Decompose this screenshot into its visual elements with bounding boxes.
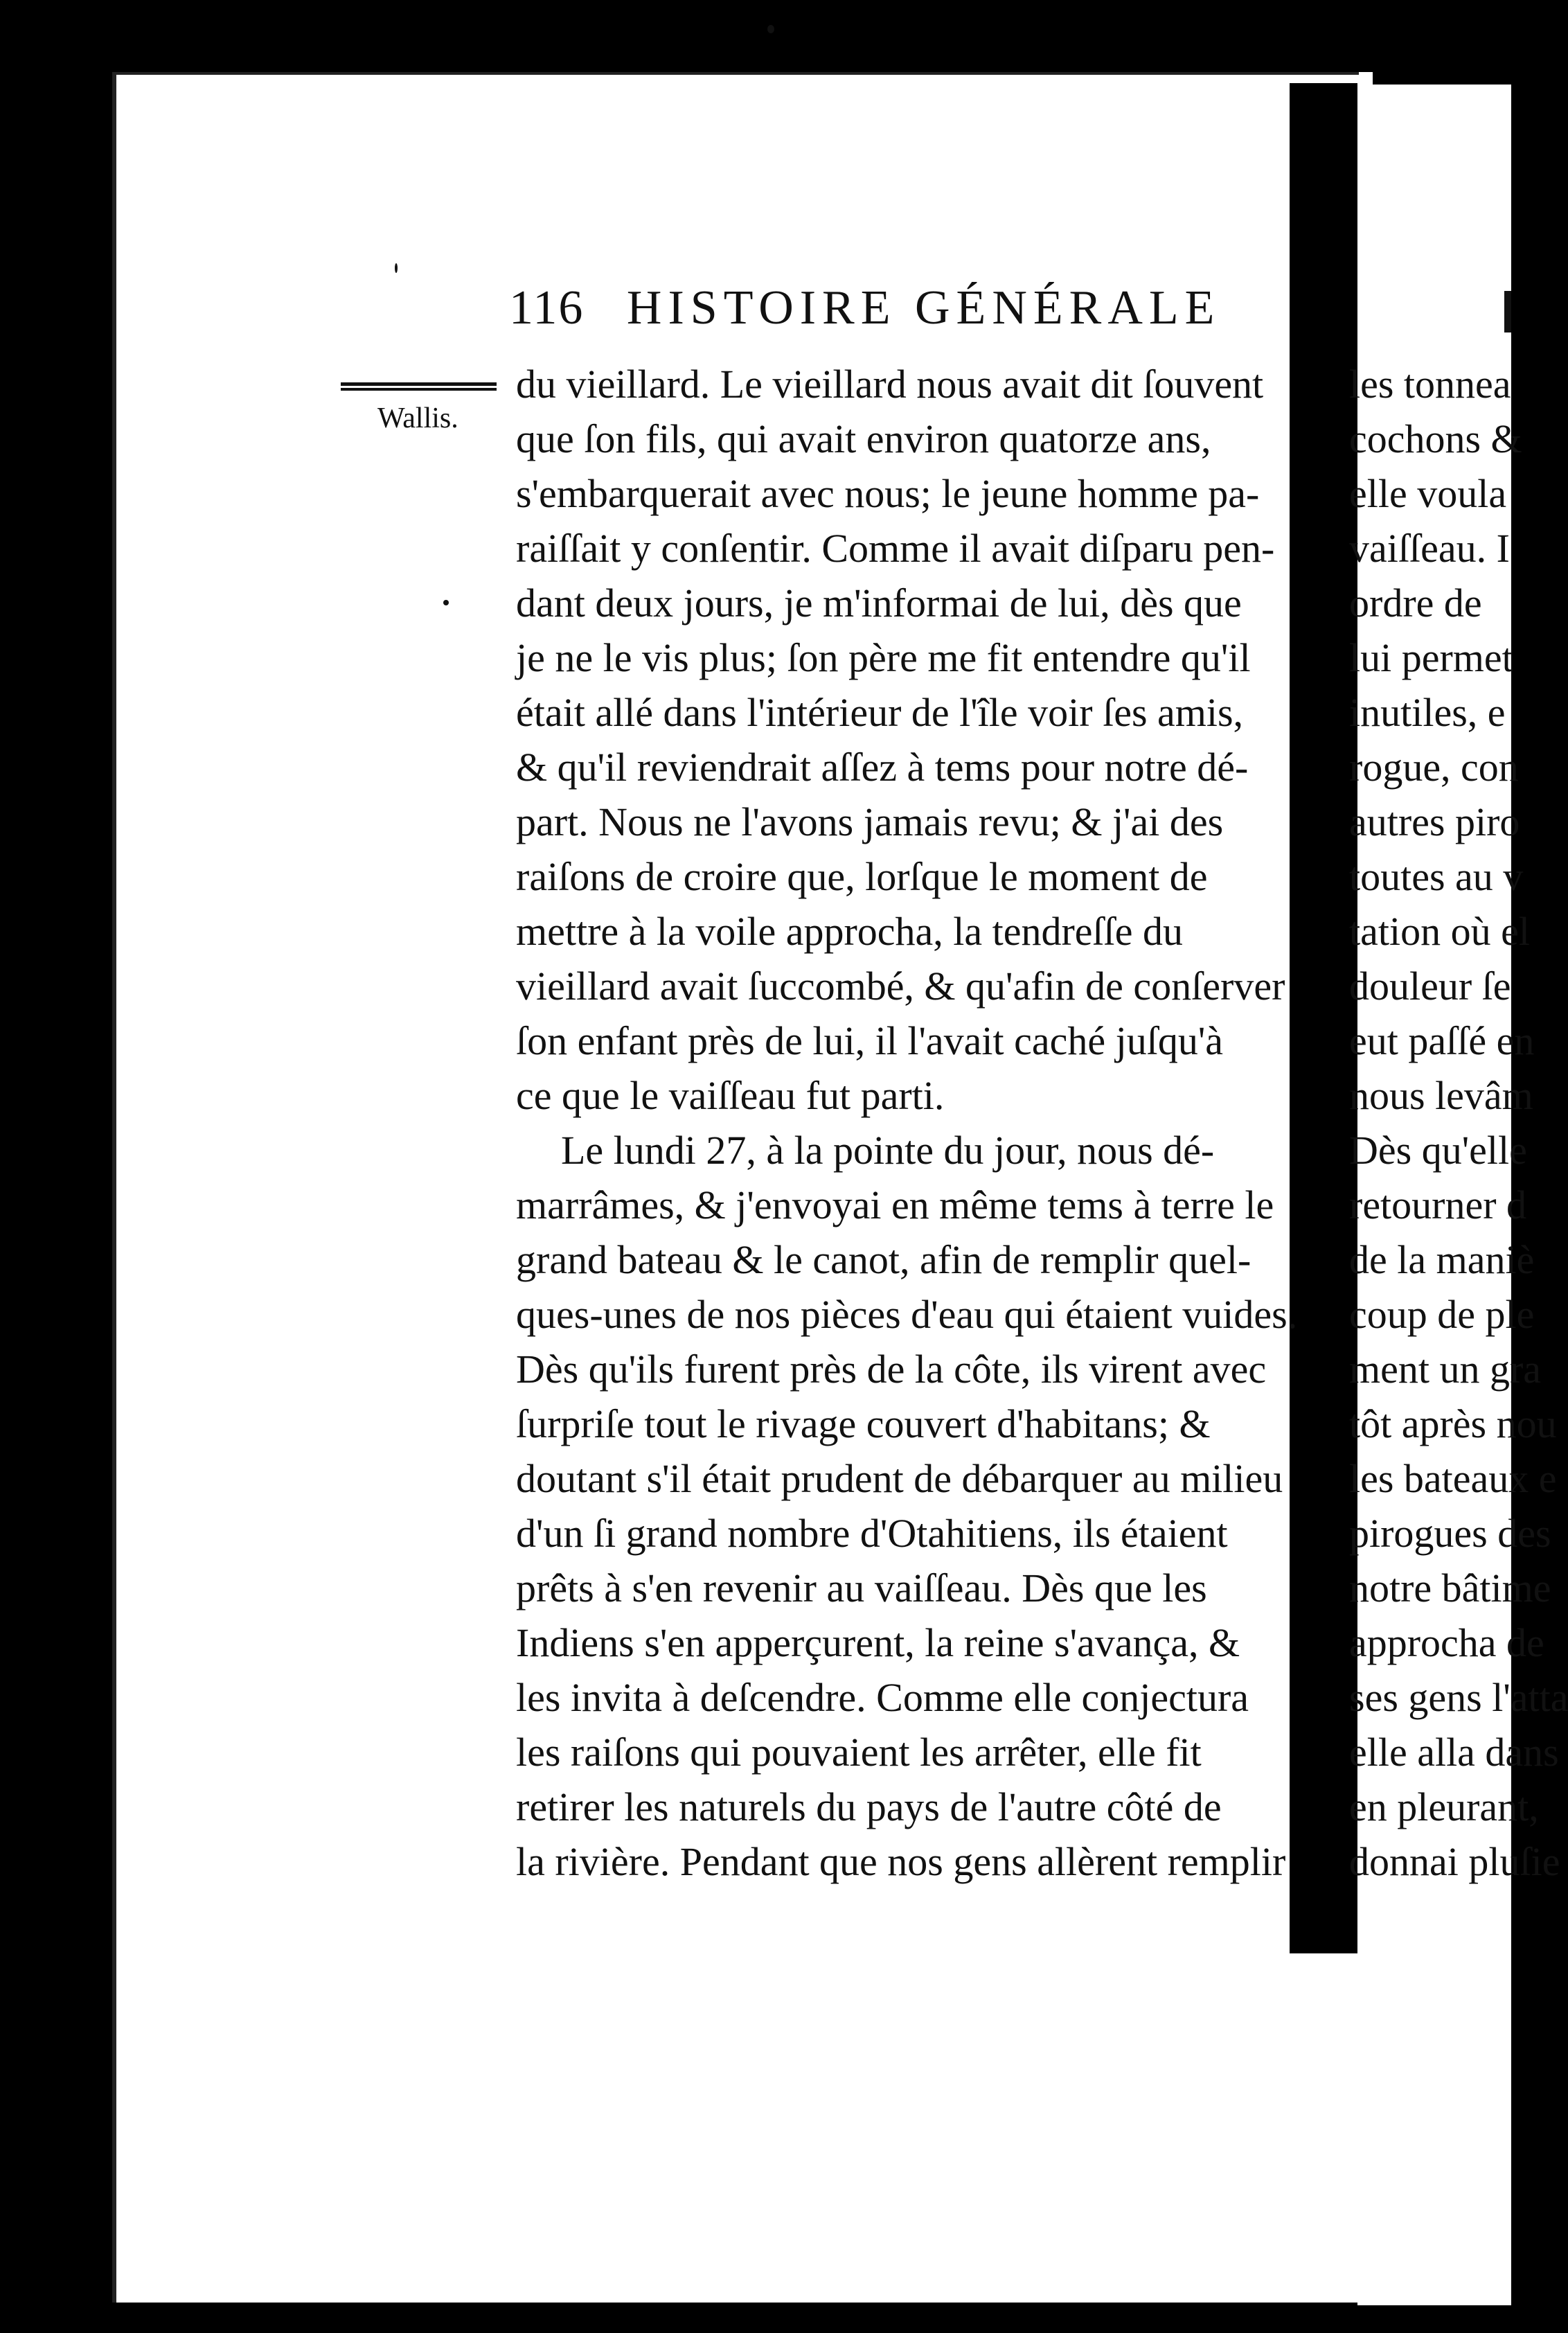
margin-note: Wallis. <box>377 402 458 434</box>
page-edge-left <box>112 72 116 2303</box>
text-line: mettre à la voile approcha, la tendreſſe du <box>516 909 1184 954</box>
right-text-line: approcha de <box>1349 1620 1544 1665</box>
text-line: marrâmes, & j'envoyai en même tems à terre le <box>516 1182 1274 1227</box>
right-text-line: lui permet <box>1349 635 1513 680</box>
scan-speck <box>767 25 774 33</box>
text-line: vieillard avait ſuccombé, & qu'afin de conſerver <box>516 964 1285 1009</box>
text-line: d'un ſi grand nombre d'Otahitiens, ils étaient <box>516 1511 1228 1556</box>
right-page-head-fragment <box>1504 291 1511 332</box>
right-text-line: en pleurant, <box>1349 1784 1539 1829</box>
right-page-text <box>1346 357 1568 1889</box>
page-edge-top <box>112 72 1359 75</box>
right-text-line: ses gens l'atta <box>1349 1675 1568 1720</box>
right-text-line: toutes au v <box>1349 854 1524 899</box>
text-line: Le lundi 27, à la pointe du jour, nous dé- <box>561 1128 1215 1173</box>
right-text-line: inutiles, e <box>1349 690 1506 735</box>
right-text-line: tôt après nou <box>1349 1401 1557 1446</box>
text-line: grand bateau & le canot, afin de remplir quel- <box>516 1237 1251 1282</box>
right-text-line: de la maniè <box>1349 1237 1535 1282</box>
right-text-line: Dès qu'elle <box>1349 1128 1527 1173</box>
text-line: je ne le vis plus; ſon père me fit entendre qu'il <box>516 635 1251 680</box>
right-text-line: douleur ſe <box>1349 964 1511 1009</box>
body-text <box>516 357 1333 1889</box>
right-text-line: pirogues des <box>1349 1511 1551 1556</box>
right-text-line: elle alla dans <box>1349 1730 1559 1775</box>
right-text-line: retourner d <box>1349 1182 1527 1227</box>
margin-rule <box>341 382 497 391</box>
page-number: 116 <box>509 281 585 335</box>
text-line: que ſon fils, qui avait environ quatorze ans, <box>516 416 1211 461</box>
scan-speck <box>443 600 449 605</box>
right-text-line: ordre de <box>1349 580 1482 626</box>
right-text-line: coup de ple <box>1349 1292 1535 1337</box>
running-head-title: HISTOIRE GÉNÉRALE <box>626 281 1221 335</box>
right-text-line: autres piro <box>1349 799 1520 844</box>
text-line: ce que le vaiſſeau fut parti. <box>516 1073 945 1118</box>
right-text-line: les tonnea <box>1349 362 1511 407</box>
text-line: raiſons de croire que, lorſque le moment de <box>516 854 1208 899</box>
text-line: était allé dans l'intérieur de l'île voir ſes amis, <box>516 690 1244 735</box>
text-line: Indiens s'en apperçurent, la reine s'avança, & <box>516 1620 1240 1665</box>
text-line: ſon enfant près de lui, il l'avait caché juſqu'à <box>516 1018 1224 1063</box>
text-line: ſurpriſe tout le rivage couvert d'habitans; & <box>516 1401 1211 1446</box>
right-text-line: cochons & <box>1349 416 1522 461</box>
text-line: les invita à deſcendre. Comme elle conjectura <box>516 1675 1249 1720</box>
right-text-line: notre bâtime <box>1349 1565 1551 1611</box>
right-text-line: eut paſſé en <box>1349 1018 1535 1063</box>
text-line: raiſſait y conſentir. Comme il avait diſparu pen- <box>516 526 1275 571</box>
right-text-line: donnai pluſie <box>1349 1839 1560 1884</box>
text-line: Dès qu'ils furent près de la côte, ils virent avec <box>516 1347 1267 1392</box>
text-line: du vieillard. Le vieillard nous avait dit ſouvent <box>516 362 1264 407</box>
right-text-line: les bateaux e <box>1349 1456 1557 1501</box>
text-line: s'embarquerait avec nous; le jeune homme pa- <box>516 471 1260 516</box>
text-line: part. Nous ne l'avons jamais revu; & j'ai des <box>516 799 1224 844</box>
right-text-line: vaiſſeau. I <box>1349 526 1510 571</box>
right-text-line: rogue, con <box>1349 745 1519 790</box>
scan-speck <box>395 263 398 273</box>
right-text-line: elle voula <box>1349 471 1507 516</box>
text-line: ques-unes de nos pièces d'eau qui étaient vuides. <box>516 1292 1298 1337</box>
running-head <box>509 281 1312 343</box>
text-line: & qu'il reviendrait aſſez à tems pour notre dé- <box>516 745 1249 790</box>
text-line: doutant s'il était prudent de débarquer au milieu <box>516 1456 1283 1501</box>
text-line: la rivière. Pendant que nos gens allèrent remplir <box>516 1839 1286 1884</box>
text-line: prêts à s'en revenir au vaiſſeau. Dès que les <box>516 1565 1207 1611</box>
right-text-line: nous levâm <box>1349 1073 1533 1118</box>
text-line: dant deux jours, je m'informai de lui, dès que <box>516 580 1242 626</box>
right-text-line: tation où el <box>1349 909 1530 954</box>
right-text-line: ment un gra <box>1349 1347 1542 1392</box>
text-line: retirer les naturels du pays de l'autre côté de <box>516 1784 1222 1829</box>
text-line: les raiſons qui pouvaient les arrêter, elle fit <box>516 1730 1202 1775</box>
